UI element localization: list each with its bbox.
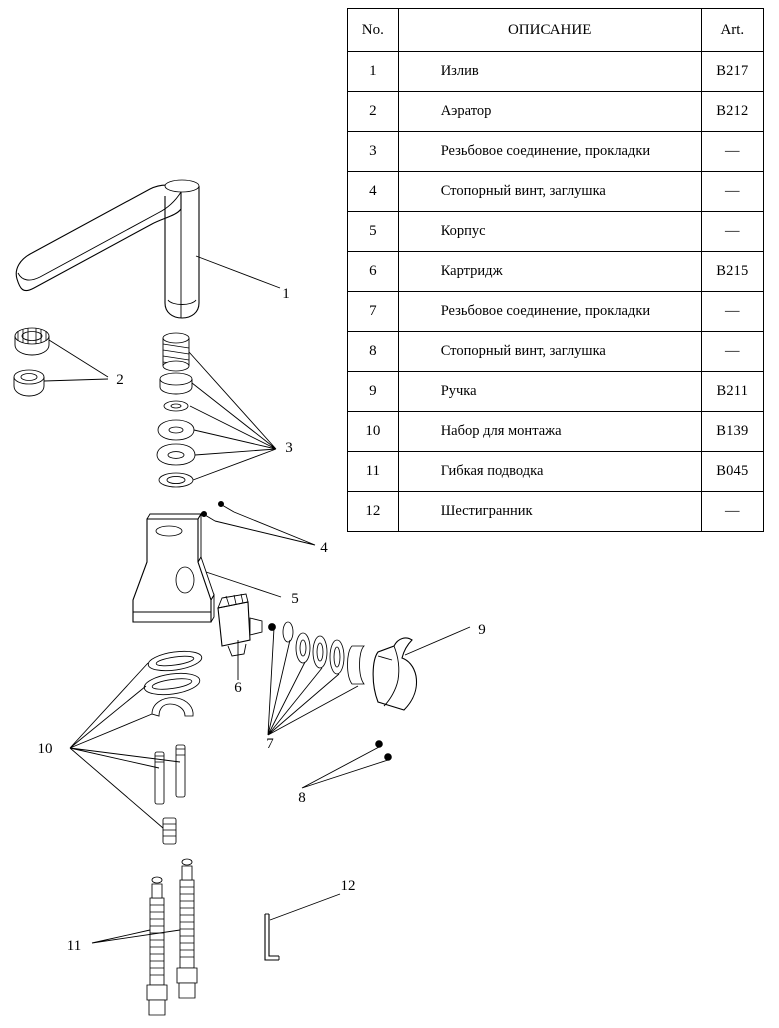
- row-art: —: [701, 212, 763, 252]
- table-header-row: [348, 9, 764, 52]
- table-row: [348, 52, 764, 92]
- table-row: [348, 252, 764, 292]
- row-desc: Излив: [398, 52, 701, 92]
- callout-2: 2: [116, 372, 124, 388]
- callout-1: 1: [282, 286, 290, 302]
- column-header-no: No.: [348, 9, 399, 52]
- part-spout: [16, 180, 199, 318]
- row-art: —: [701, 332, 763, 372]
- row-desc: Аэратор: [398, 92, 701, 132]
- row-art: —: [701, 132, 763, 172]
- row-desc: Стопорный винт, заглушка: [398, 332, 701, 372]
- part-hex-key: [265, 914, 279, 960]
- row-desc: Резьбовое соединение, прокладки: [398, 132, 701, 172]
- row-art: —: [701, 172, 763, 212]
- row-no: 11: [348, 452, 399, 492]
- row-no: 8: [348, 332, 399, 372]
- row-art: B045: [701, 452, 763, 492]
- table-row: [348, 452, 764, 492]
- part-set-screws: [201, 501, 234, 521]
- row-no: 3: [348, 132, 399, 172]
- table-row: [348, 332, 764, 372]
- callout-6: 6: [234, 680, 242, 696]
- table-row: [348, 92, 764, 132]
- callout-9: 9: [478, 622, 486, 638]
- row-desc: Шестигранник: [398, 492, 701, 532]
- table-row: [348, 132, 764, 172]
- part-flexible-hoses: [147, 859, 197, 1015]
- table-row: [348, 492, 764, 532]
- row-no: 7: [348, 292, 399, 332]
- row-no: 6: [348, 252, 399, 292]
- column-header-description: ОПИСАНИЕ: [398, 9, 701, 52]
- callout-12: 12: [340, 878, 356, 894]
- row-no: 9: [348, 372, 399, 412]
- table-row: [348, 172, 764, 212]
- row-no: 5: [348, 212, 399, 252]
- row-desc: Корпус: [398, 212, 701, 252]
- callout-4: 4: [320, 540, 328, 556]
- part-threaded-connection-stack: [157, 333, 195, 487]
- row-art: —: [701, 292, 763, 332]
- table-row: [348, 212, 764, 252]
- row-desc: Гибкая подводка: [398, 452, 701, 492]
- row-desc: Резьбовое соединение, прокладки: [398, 292, 701, 332]
- part-mounting-set: [143, 648, 203, 844]
- row-no: 1: [348, 52, 399, 92]
- parts-list-table: [347, 8, 764, 532]
- row-desc: Картридж: [398, 252, 701, 292]
- row-no: 12: [348, 492, 399, 532]
- callout-7: 7: [266, 736, 274, 752]
- row-desc: Набор для монтажа: [398, 412, 701, 452]
- row-desc: Ручка: [398, 372, 701, 412]
- table-row: [348, 372, 764, 412]
- table-row: [348, 412, 764, 452]
- part-cartridge: [218, 594, 262, 656]
- row-art: B215: [701, 252, 763, 292]
- row-desc: Стопорный винт, заглушка: [398, 172, 701, 212]
- row-no: 4: [348, 172, 399, 212]
- row-no: 2: [348, 92, 399, 132]
- column-header-art: Art.: [701, 9, 763, 52]
- callout-10: 10: [37, 741, 53, 757]
- part-aerator: [14, 328, 49, 396]
- row-art: B139: [701, 412, 763, 452]
- part-body: [133, 514, 214, 622]
- table-row: [348, 292, 764, 332]
- part-8-screws: [376, 741, 392, 761]
- row-art: —: [701, 492, 763, 532]
- row-art: B212: [701, 92, 763, 132]
- callout-3: 3: [285, 440, 293, 456]
- callout-8: 8: [298, 790, 306, 806]
- row-art: B211: [701, 372, 763, 412]
- row-no: 10: [348, 412, 399, 452]
- callout-5: 5: [291, 591, 299, 607]
- part-handle: [373, 638, 416, 710]
- callout-11: 11: [66, 938, 82, 954]
- row-art: B217: [701, 52, 763, 92]
